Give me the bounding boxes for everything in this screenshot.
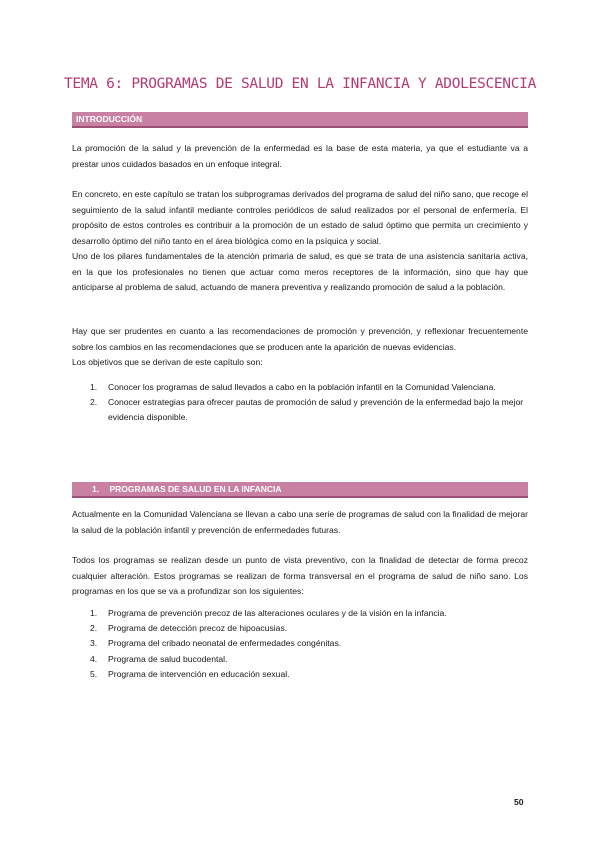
programs-list <box>72 606 528 682</box>
s1-paragraph-2: Todos los programas se realizan desde un punto de vista preventivo, con la finalidad de detectar de forma precoz cualquier alteración. Estos programas se realizan de forma transversal en el programa de salud de niño sano. Los programas en los que se va a profundizar son los siguientes: <box>72 555 528 597</box>
list-item-number: 1. <box>90 382 98 392</box>
page-title: TEMA 6: PROGRAMAS DE SALUD EN LA INFANCIA Y ADOLESCENCIA <box>63 76 537 92</box>
list-item-text: Programa del cribado neonatal de enfermedades congénitas. <box>108 638 342 649</box>
list-item-text: Conocer los programas de salud llevados a cabo en la población infantil en la Comunidad Valenciana. <box>108 382 496 392</box>
list-item <box>72 606 528 621</box>
page-number: 50 <box>514 797 524 807</box>
list-item <box>72 667 528 682</box>
list-item-text: Conocer estrategias para ofrecer pautas de promoción de salud y prevención de la enfermedad bajo la mejor evidencia disponible. <box>108 397 524 423</box>
intro-paragraph-4: Hay que ser prudentes en cuanto a las recomendaciones de promoción y prevención, y reflexionar frecuentemente sobre los cambios en las recomendaciones que se producen ante la aparición de nuevas evidencias. <box>72 326 528 352</box>
intro-paragraph-3: Uno de los pilares fundamentales de la atención primaria de salud, es que se trata de una asistencia sanitaria activa, en la que los profesionales no tienen que actuar como meros receptores de la información, sino que hay que anticiparse al problema de salud, actuando de manera preventiva y realizando promoción de salud a la población. <box>72 251 528 293</box>
list-item-number: 1. <box>90 608 98 618</box>
section-heading-label: PROGRAMAS DE SALUD EN LA INFANCIA <box>109 484 282 494</box>
list-item-number: 3. <box>90 638 98 649</box>
objectives-list <box>72 380 528 426</box>
objectives-intro: Los objetivos que se derivan de este capítulo son: <box>72 357 263 367</box>
section-heading-label: INTRODUCCIÓN <box>76 114 143 124</box>
list-item-number: 5. <box>90 668 98 679</box>
list-item <box>72 636 528 651</box>
section-heading-programas <box>72 482 528 498</box>
intro-paragraph-1: La promoción de la salud y la prevención de la enfermedad es la base de esta materia, ya que el estudiante va a prestar unos cuidados basados en un enfoque integral. <box>72 143 528 169</box>
section-heading-number: 1. <box>92 484 100 494</box>
list-item <box>72 621 528 636</box>
list-item <box>72 380 528 395</box>
list-item-text: Programa de salud bucodental. <box>108 653 228 664</box>
list-item-text: Programa de prevención precoz de las alteraciones oculares y de la visión en la infancia. <box>108 608 447 618</box>
intro-paragraph-2: En concreto, en este capítulo se tratan los subprogramas derivados del programa de salud del niño sano, que recoge el seguimiento de la salud infantil mediante controles periódicos de salud realizados por el personal de enfermería. El propósito de estos controles es contribuir a la promoción de un estado de salud óptimo que permita un crecimiento y desarrollo óptimo del niño tanto en el área biológica como en la psíquica y social. <box>72 189 528 246</box>
list-item-number: 4. <box>90 653 98 664</box>
list-item-number: 2. <box>90 623 98 634</box>
list-item <box>72 652 528 667</box>
list-item-text: Programa de detección precoz de hipoacusias. <box>108 623 288 634</box>
list-item-number: 2. <box>90 397 98 408</box>
list-item-text: Programa de intervención en educación sexual. <box>108 668 290 679</box>
section-heading-introduccion <box>72 112 528 128</box>
list-item <box>72 395 528 425</box>
s1-paragraph-1: Actualmente en la Comunidad Valenciana se llevan a cabo una serie de programas de salud con la finalidad de mejorar la salud de la población infantil y prevención de enfermedades futuras. <box>72 509 528 535</box>
